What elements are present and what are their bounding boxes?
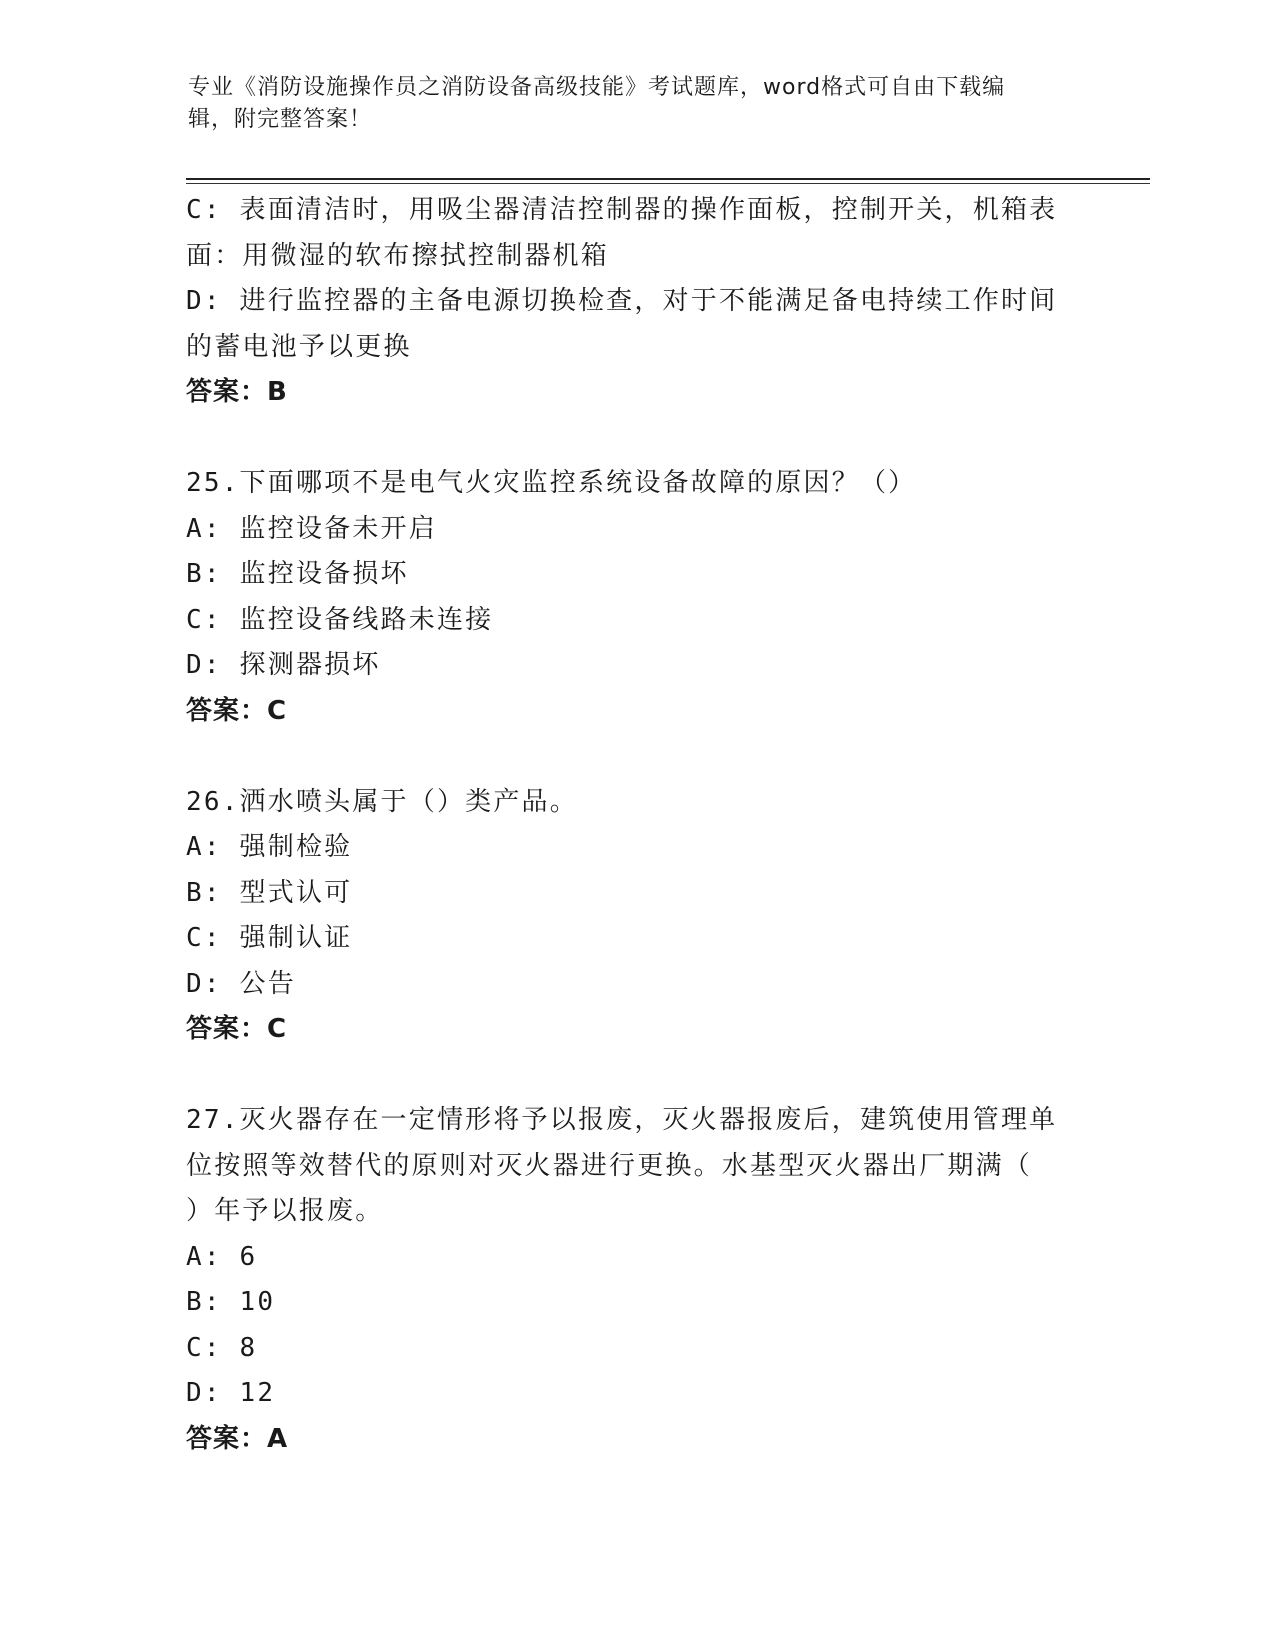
header-line-1: 专业《消防设施操作员之消防设备高级技能》考试题库，word格式可自由下载编 <box>188 75 1006 100</box>
question-25-option-a: A: 监控设备未开启 <box>186 513 437 544</box>
question-27-text-line-3: ）年予以报废。 <box>186 1196 384 1226</box>
question-26-block <box>186 780 1086 1053</box>
option-c-line-1: C: 表面清洁时，用吸尘器清洁控制器的操作面板，控制开关，机箱表 <box>186 195 1058 225</box>
question-27-block <box>186 1098 1086 1462</box>
spacer <box>186 1053 1086 1099</box>
question-26-option-b: B: 型式认可 <box>186 877 353 908</box>
header-line-2: 辑，附完整答案！ <box>188 107 373 132</box>
question-25-block <box>186 461 1086 734</box>
question-25-option-d: D: 探测器损坏 <box>186 650 381 680</box>
question-26-option-d: D: 公告 <box>186 968 296 999</box>
previous-question-block <box>186 188 1086 416</box>
question-25-option-b: B: 监控设备损坏 <box>186 559 409 589</box>
option-c-line-2: 面：用微湿的软布擦拭控制器机箱 <box>186 240 610 271</box>
question-25-option-c: C: 监控设备线路未连接 <box>186 604 494 635</box>
question-26-option-c: C: 强制认证 <box>186 923 353 953</box>
answer-line: 答案：B <box>186 377 288 407</box>
question-26-answer: 答案：C <box>186 1014 288 1044</box>
question-26-text: 26.洒水喷头属于（）类产品。 <box>186 786 578 817</box>
spacer <box>186 416 1086 462</box>
question-content <box>186 188 1086 1462</box>
question-27-option-b: B: 10 <box>186 1287 276 1317</box>
question-27-text-line-1: 27.灭火器存在一定情形将予以报废，灭火器报废后，建筑使用管理单 <box>186 1105 1058 1135</box>
question-25-text: 25.下面哪项不是电气火灾监控系统设备故障的原因？（） <box>186 468 917 498</box>
option-d-line-1: D: 进行监控器的主备电源切换检查，对于不能满足备电持续工作时间 <box>186 286 1058 316</box>
question-26-option-a: A: 强制检验 <box>186 832 353 862</box>
header-divider <box>186 178 1150 180</box>
spacer <box>186 734 1086 780</box>
question-27-option-a: A: 6 <box>186 1241 258 1272</box>
document-header <box>188 72 1068 136</box>
question-27-option-c: C: 8 <box>186 1332 258 1363</box>
option-d-line-2: 的蓄电池予以更换 <box>186 331 412 362</box>
question-25-answer: 答案：C <box>186 695 288 726</box>
header-divider-thin <box>186 183 1150 184</box>
question-27-option-d: D: 12 <box>186 1378 276 1408</box>
question-27-text-line-2: 位按照等效替代的原则对灭火器进行更换。水基型灭火器出厂期满（ <box>186 1150 1033 1181</box>
question-27-answer: 答案：A <box>186 1423 289 1454</box>
